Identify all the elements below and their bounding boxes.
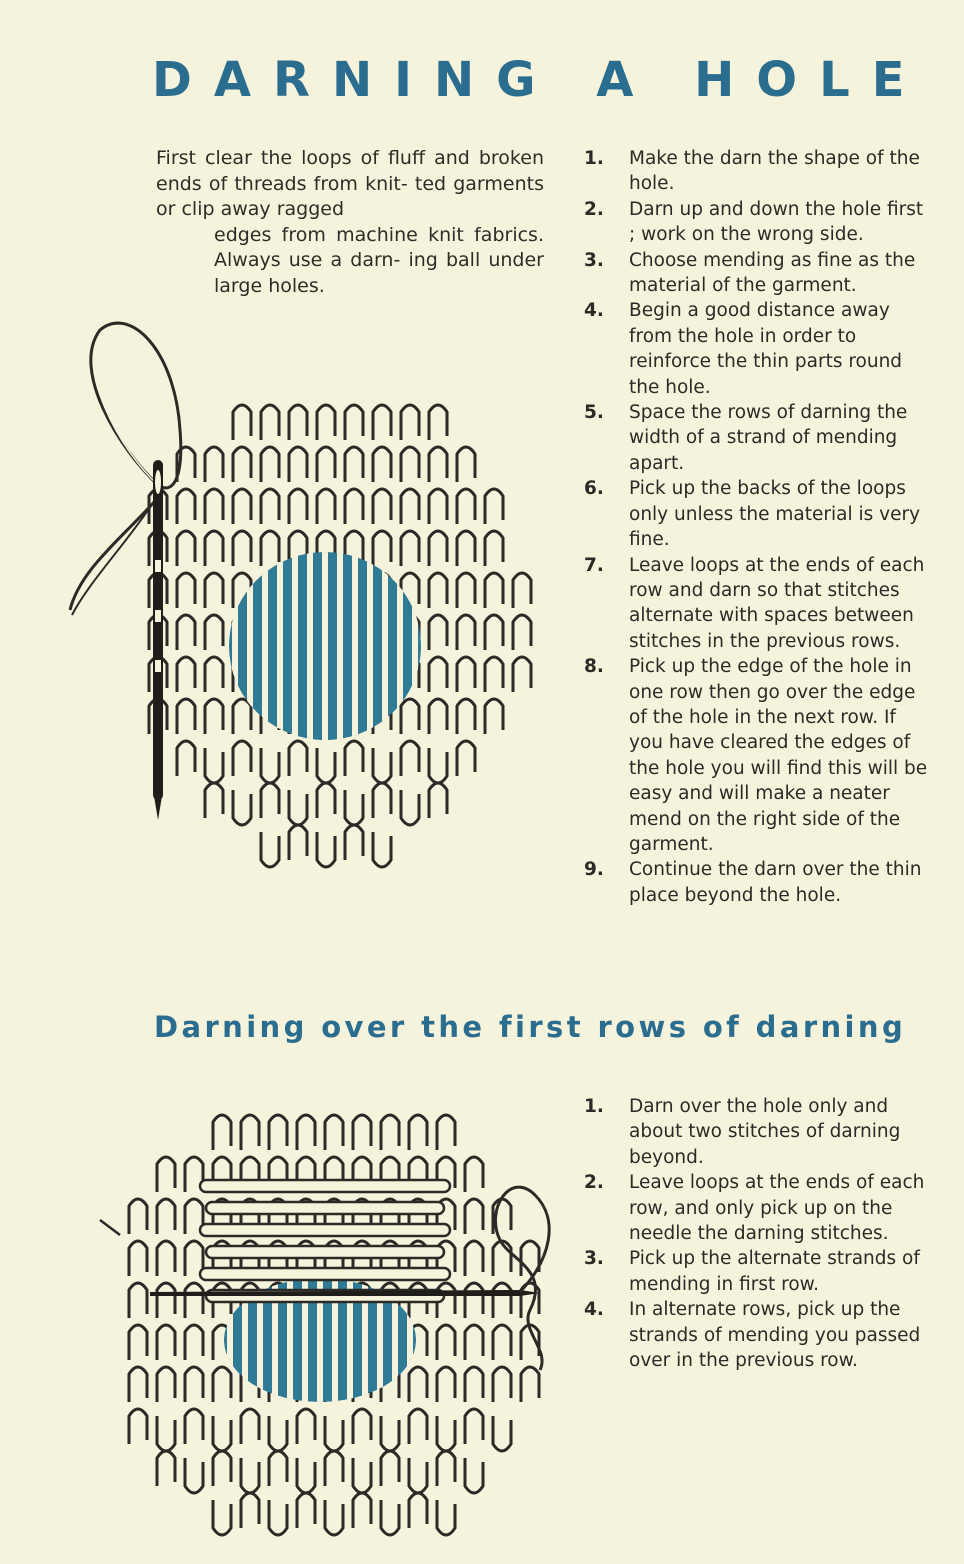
knit-loop: [205, 447, 223, 482]
knit-loop: [261, 447, 279, 482]
knit-loop: [177, 531, 195, 566]
knit-loop: [289, 447, 307, 482]
knit-loop: [437, 1115, 455, 1150]
knit-loop: [373, 405, 391, 440]
section-subtitle: Darning over the first rows of darning: [154, 1010, 907, 1044]
step-number: 3.: [584, 1248, 604, 1270]
knit-loop: [429, 783, 447, 818]
knit-loop: [409, 1458, 427, 1493]
knit-loop: [233, 699, 251, 734]
knit-loop: [429, 699, 447, 734]
knit-loop: [373, 832, 391, 867]
knit-loop: [213, 1115, 231, 1150]
knit-loop: [297, 1493, 315, 1528]
knit-loop: [317, 783, 335, 818]
knit-loop: [157, 1157, 175, 1192]
intro-paragraph: [156, 146, 544, 299]
knit-loop: [269, 1416, 287, 1451]
knit-loop: [465, 1458, 483, 1493]
knit-loop: [157, 1451, 175, 1486]
knit-loop: [241, 1409, 259, 1444]
knit-loop: [373, 748, 391, 783]
knit-loop: [485, 699, 503, 734]
list-item: [584, 553, 932, 655]
knit-loop: [157, 1283, 175, 1318]
knit-loop: [317, 447, 335, 482]
knit-loop: [437, 1325, 455, 1360]
knit-loop: [289, 405, 307, 440]
knit-loop: [437, 1367, 455, 1402]
knit-loop: [185, 1458, 203, 1493]
knit-loop: [185, 1283, 203, 1318]
step-text: Darn up and down the hole first ; work on the wrong side.: [629, 198, 924, 246]
knit-loop: [241, 1115, 259, 1150]
intro-text-b: edges from machine knit fabrics. Always use a darn- ing ball under large holes.: [214, 223, 544, 297]
intro-text-a: First clear the loops of fluff and broken ends of threads from knit- ted garments or clip away ragged: [156, 147, 544, 220]
woven-row: [200, 1224, 450, 1236]
knit-loop: [129, 1409, 147, 1444]
knit-loop: [233, 741, 251, 776]
knit-loop: [513, 615, 531, 650]
knit-loop: [157, 1241, 175, 1276]
step-text: Leave loops at the ends of each row, and only pick up on the needle the darning stitches.: [629, 1172, 925, 1245]
list-item: [584, 197, 932, 248]
knit-loop: [233, 790, 251, 825]
knit-loop: [177, 615, 195, 650]
knit-loop: [129, 1325, 147, 1360]
darning-over-illustration: [80, 1060, 570, 1540]
list-item: [584, 654, 932, 857]
step-text: Make the darn the shape of the hole.: [629, 148, 920, 195]
knit-loop: [129, 1283, 147, 1318]
step-text: Pick up the backs of the loops only unless the material is very fine.: [629, 478, 921, 551]
knit-loop: [401, 699, 419, 734]
knit-loop: [177, 489, 195, 524]
knit-loop: [233, 447, 251, 482]
knit-loop: [213, 1367, 231, 1402]
knit-loop: [429, 531, 447, 566]
step-text: Darn over the hole only and about two stitches of darning beyond.: [629, 1096, 901, 1168]
knit-loop: [233, 405, 251, 440]
step-number: 1.: [584, 1096, 604, 1117]
darning-hole-illustration: [60, 310, 560, 870]
knit-loop: [261, 405, 279, 440]
knit-loop: [373, 531, 391, 566]
page-title: DARNING A HOLE: [152, 52, 927, 108]
knit-loop: [457, 615, 475, 650]
step-number: 9.: [584, 859, 604, 881]
step-number: 5.: [584, 402, 604, 424]
knit-loop: [353, 1493, 371, 1528]
knit-loop: [521, 1367, 539, 1402]
step-number: 2.: [584, 198, 604, 220]
knit-loop: [457, 699, 475, 734]
step-text: In alternate rows, pick up the strands of mending you passed over in the previous row.: [629, 1299, 921, 1372]
knit-loop: [353, 1409, 371, 1444]
knit-loop: [401, 741, 419, 776]
list-item: [584, 1094, 932, 1170]
knit-loop: [157, 1367, 175, 1402]
knit-loop: [429, 615, 447, 650]
knit-loop: [345, 489, 363, 524]
step-text: Continue the darn over the thin place beyond the hole.: [629, 859, 922, 906]
knit-loop: [485, 489, 503, 524]
knit-loop: [205, 573, 223, 608]
knit-loop: [269, 1500, 287, 1535]
knit-loop: [457, 531, 475, 566]
knit-loop: [457, 657, 475, 692]
knit-loop: [465, 1409, 483, 1444]
knit-loop: [465, 1199, 483, 1234]
knit-loop: [213, 1500, 231, 1535]
knit-loop: [317, 489, 335, 524]
knit-loop: [373, 783, 391, 818]
knit-loop: [325, 1115, 343, 1150]
list-item: [584, 1246, 932, 1297]
knit-loop: [353, 1458, 371, 1493]
knit-loop: [401, 790, 419, 825]
knit-loop: [205, 531, 223, 566]
knit-loop: [437, 1416, 455, 1451]
knit-loop: [261, 832, 279, 867]
knit-loop: [465, 1367, 483, 1402]
knit-loop: [177, 741, 195, 776]
knit-loop: [345, 790, 363, 825]
knit-loop: [409, 1409, 427, 1444]
knit-loop: [409, 1367, 427, 1402]
knit-loop: [485, 573, 503, 608]
knit-loop: [317, 832, 335, 867]
knit-loop: [297, 1409, 315, 1444]
knit-loop: [429, 573, 447, 608]
knit-loop: [177, 657, 195, 692]
knit-loop: [157, 1416, 175, 1451]
knit-loop: [381, 1115, 399, 1150]
list-item: [584, 248, 932, 299]
knit-loop: [409, 1115, 427, 1150]
knit-loop: [261, 783, 279, 818]
knit-loop: [485, 615, 503, 650]
knit-loop: [289, 489, 307, 524]
knit-loop: [185, 1367, 203, 1402]
knit-loop: [261, 489, 279, 524]
knit-loop: [261, 531, 279, 566]
knit-loop: [513, 657, 531, 692]
step-text: Begin a good distance away from the hole in order to reinforce the thin parts round the hole.: [629, 300, 903, 398]
knit-loop: [381, 1451, 399, 1486]
knit-loop: [157, 1325, 175, 1360]
knit-loop: [353, 1115, 371, 1150]
knit-loop: [429, 405, 447, 440]
step-text: Leave loops at the ends of each row and darn so that stitches alternate with spaces between stitches in the previous rows.: [629, 554, 925, 652]
knit-loop: [465, 1325, 483, 1360]
knit-loop: [457, 741, 475, 776]
knit-loop: [401, 447, 419, 482]
list-item: [584, 1297, 932, 1373]
list-item: [584, 298, 932, 400]
knit-loop: [401, 489, 419, 524]
knit-loop: [241, 1493, 259, 1528]
knit-loop: [157, 1199, 175, 1234]
list-item: [584, 1170, 932, 1246]
knit-loop: [457, 573, 475, 608]
knit-loop: [289, 790, 307, 825]
knit-loop: [205, 783, 223, 818]
knit-loop: [465, 1241, 483, 1276]
knit-loop: [233, 531, 251, 566]
step-number: 1.: [584, 148, 604, 169]
step-text: Pick up the edge of the hole in one row then go over the edge of the hole in the next row. If you have cleared the edges of the hole you will find this will be easy and will make a neater mend on the right side of the garment.: [629, 656, 928, 855]
step-number: 4.: [584, 300, 604, 322]
knit-loop: [317, 405, 335, 440]
knit-loop: [429, 748, 447, 783]
knit-loop: [485, 657, 503, 692]
knit-loop: [381, 1416, 399, 1451]
knit-loop: [485, 531, 503, 566]
knit-loop: [185, 1325, 203, 1360]
knit-loop: [429, 657, 447, 692]
knit-loop: [325, 1416, 343, 1451]
knit-loop: [129, 1199, 147, 1234]
step-number: 7.: [584, 554, 604, 576]
knit-loop: [493, 1367, 511, 1402]
step-text: Space the rows of darning the width of a strand of mending apart.: [629, 402, 908, 474]
knit-loop: [325, 1451, 343, 1486]
knit-loop: [185, 1409, 203, 1444]
knit-loop: [269, 1115, 287, 1150]
woven-row: [200, 1268, 450, 1280]
steps-list-over: [584, 1094, 932, 1373]
knit-loop: [213, 1416, 231, 1451]
knit-loop: [345, 741, 363, 776]
step-number: 8.: [584, 656, 604, 678]
list-item: [584, 400, 932, 476]
knit-loop: [233, 489, 251, 524]
knit-loop: [269, 1451, 287, 1486]
knit-loop: [297, 1115, 315, 1150]
knit-loop: [205, 748, 223, 783]
knit-loop: [213, 1451, 231, 1486]
needle-icon: [153, 460, 163, 820]
knit-loop: [401, 405, 419, 440]
knit-loop: [129, 1241, 147, 1276]
step-number: 4.: [584, 1299, 604, 1321]
knit-loop: [401, 531, 419, 566]
woven-row: [206, 1246, 444, 1258]
knit-loop: [429, 489, 447, 524]
knit-loop: [205, 615, 223, 650]
knit-loop: [317, 748, 335, 783]
knit-loop: [373, 447, 391, 482]
knit-loop: [493, 1325, 511, 1360]
step-text: Pick up the alternate strands of mending in first row.: [629, 1248, 920, 1295]
knit-loop: [205, 489, 223, 524]
step-number: 6.: [584, 478, 604, 500]
knit-loop: [493, 1416, 511, 1451]
knit-loop: [381, 1500, 399, 1535]
knit-loop: [241, 1458, 259, 1493]
woven-row: [206, 1202, 444, 1214]
knit-loop: [289, 741, 307, 776]
knit-loop: [409, 1493, 427, 1528]
knit-loop: [465, 1283, 483, 1318]
knit-loop: [177, 699, 195, 734]
list-item: [584, 146, 932, 197]
step-text: Choose mending as fine as the material of the garment.: [629, 249, 916, 297]
knit-loop: [129, 1367, 147, 1402]
knit-loop: [373, 489, 391, 524]
steps-list-hole: [584, 146, 932, 908]
knit-loop: [493, 1283, 511, 1318]
knit-loop: [457, 447, 475, 482]
knit-loop: [457, 489, 475, 524]
list-item: [584, 857, 932, 908]
knit-loop: [513, 573, 531, 608]
knit-loop: [465, 1157, 483, 1192]
knit-loop: [345, 447, 363, 482]
knit-loop: [437, 1500, 455, 1535]
woven-row: [200, 1180, 450, 1192]
step-number: 2.: [584, 1172, 604, 1194]
knit-loop: [261, 748, 279, 783]
knit-loop: [205, 657, 223, 692]
knit-loop: [345, 405, 363, 440]
list-item: [584, 476, 932, 552]
knit-loop: [289, 825, 307, 860]
knit-loop: [437, 1451, 455, 1486]
knit-loop: [345, 825, 363, 860]
knit-loop: [177, 573, 195, 608]
knit-loop: [297, 1458, 315, 1493]
knit-loop: [493, 1241, 511, 1276]
knit-loop: [429, 447, 447, 482]
step-number: 3.: [584, 249, 604, 271]
knit-loop: [205, 699, 223, 734]
knit-loop: [325, 1500, 343, 1535]
